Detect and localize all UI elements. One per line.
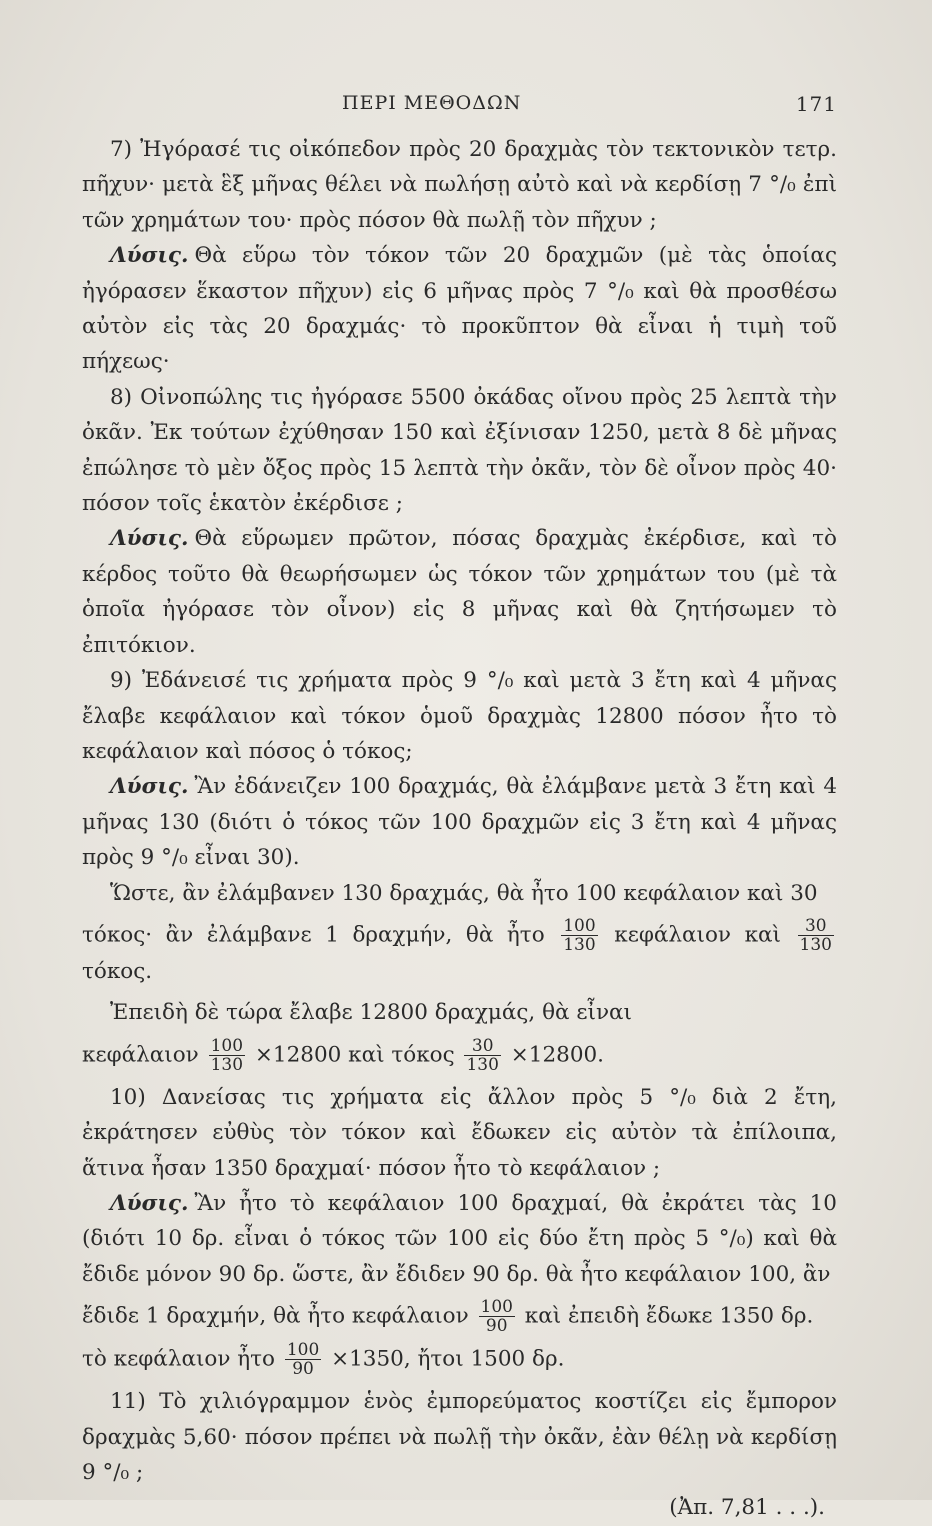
fraction (798, 917, 834, 954)
fraction (464, 1037, 500, 1074)
page-number: 171 (795, 92, 837, 116)
text-segment: τὸ κεφάλαιον ἦτο (82, 1346, 275, 1372)
solution-label: Λύσις. (110, 1190, 189, 1216)
text-segment: ×12800. (510, 1042, 605, 1068)
problem-10-text: 10) Δανείσας τις χρήματα εἰς ἄλλον πρὸς 5 °/₀ διὰ 2 ἔτη, ἐκράτησεν εὐθὺς τὸν τόκον καὶ ἔδωκεν εἰς αὐτὸν τὰ ἐπίλοιπα, ἅτινα ἦσαν 1350 δραχμαί· πόσον ἦτο τὸ κεφάλαιον ; (82, 1084, 837, 1181)
problem-9-solution (82, 769, 837, 875)
fraction (479, 1298, 515, 1335)
fraction (209, 1037, 245, 1074)
text-segment: κεφάλαιον καὶ (614, 922, 781, 948)
problem-9-line: Ὥστε, ἂν ἐλάμβανεν 130 δραχμάς, θὰ ἦτο 100 κεφάλαιον καὶ 30 (110, 880, 818, 906)
solution-label: Λύσις. (110, 774, 189, 800)
fraction-numerator: 100 (210, 1035, 244, 1056)
problem-10-formula (82, 1341, 837, 1378)
text-segment: ἔδιδε 1 δραχμήν, θὰ ἦτο κεφάλαιον (82, 1303, 469, 1329)
fraction-numerator: 100 (563, 915, 596, 936)
fraction-denominator: 130 (466, 1054, 499, 1075)
fraction (285, 1341, 321, 1378)
text-segment: ×1350, ἤτοι 1500 δρ. (331, 1346, 565, 1372)
fraction-denominator: 130 (799, 934, 832, 955)
fraction-numerator: 30 (464, 1037, 500, 1056)
problem-9-fraction-line (82, 917, 837, 989)
problem-7-text: 7) Ἠγόρασέ τις οἰκόπεδον πρὸς 20 δραχμὰς τὸν τεκτονικὸν τετρ. πῆχυν· μετὰ ἓξ μῆνας θέλει νὰ πωλήσῃ αὐτὸ καὶ νὰ κερδίσῃ 7 °/₀ ἐπὶ τῶν χρημάτων του· πρὸς πόσον θὰ πωλῇ τὸν πῆχυν ; (82, 137, 837, 233)
page-body (82, 132, 837, 1526)
problem-8-solution (82, 521, 837, 663)
fraction-numerator: 100 (480, 1297, 513, 1318)
problem-7-solution (82, 238, 837, 380)
problem-10-fraction-line (82, 1298, 837, 1335)
text-segment: ×12800 καὶ τόκος (254, 1042, 455, 1068)
problem-11-text: 11) Τὸ χιλιόγραμμον ἑνὸς ἐμπορεύματος κοστίζει εἰς ἔμπορον δραχμὰς 5,60· πόσον πρέπει νὰ πωλῇ τὴν ὀκᾶν, ἐὰν θέλῃ νὰ κερδίσῃ 9 °/₀ ; (82, 1389, 837, 1485)
page-header (82, 78, 837, 118)
text-segment: τόκος· ἂν ἐλάμβανε 1 δραχμήν, θὰ ἦτο (82, 922, 545, 948)
solution-label: Λύσις. (110, 526, 189, 552)
text-segment: καὶ ἐπειδὴ ἔδωκε 1350 δρ. (524, 1303, 814, 1329)
fraction-denominator: 130 (563, 934, 596, 955)
solution-text: Θὰ εὕρω τὸν τόκον τῶν 20 δραχμῶν (μὲ τὰς ὁποίας ἠγόρασεν ἕκαστον πῆχυν) εἰς 6 μῆνας πρὸς 7 °/₀ καὶ θὰ προσθέσω αὐτὸν εἰς τὰς 20 δραχμάς· τὸ προκῦπτον θὰ εἶναι ἡ τιμὴ τοῦ πήχεως· (82, 243, 837, 375)
fraction-numerator: 100 (286, 1340, 320, 1361)
solution-text: Θὰ εὕρωμεν πρῶτον, πόσας δραχμὰς ἐκέρδισε, καὶ τὸ κέρδος τοῦτο θὰ θεωρήσωμεν ὡς τόκον τῶν χρημάτων του (μὲ τὰ ὁποῖα ἠγόρασε τὸν οἶνον) εἰς 8 μῆνας καὶ θὰ ζητήσωμεν τὸ ἐπιτόκιον. (82, 526, 837, 658)
fraction (561, 917, 597, 954)
problem-9-text: 9) Ἐδάνεισέ τις χρήματα πρὸς 9 °/₀ καὶ μετὰ 3 ἔτη καὶ 4 μῆνας ἔλαβε κεφάλαιον καὶ τόκον ὁμοῦ δραχμὰς 12800 πόσον ἦτο τὸ κεφάλαιον καὶ πόσος ὁ τόκος; (82, 668, 837, 764)
problem-9-formula (82, 1037, 837, 1074)
fraction-numerator: 30 (798, 917, 834, 936)
running-title: ΠΕΡΙ ΜΕΘΟΔΩΝ (342, 92, 522, 114)
solution-label: Λύσις. (110, 243, 189, 269)
solution-text: Ἂν ἦτο τὸ κεφάλαιον 100 δραχμαί, θὰ ἐκράτει τὰς 10 (διότι 10 δρ. εἶναι ὁ τόκος τῶν 100 εἰς δύο ἔτη πρὸς 5 °/₀) καὶ θὰ ἔδιδε μόνον 90 δρ. ὥστε, ἂν ἔδιδεν 90 δρ. θὰ ἦτο κεφάλαιον 100, ἂν (82, 1190, 837, 1287)
text-segment: τόκος. (82, 958, 153, 984)
problem-11-answer: (Ἀπ. 7,81 . . .). (669, 1495, 825, 1521)
fraction-denominator: 90 (485, 1316, 508, 1337)
problem-8-text: 8) Οἰνοπώλης τις ἠγόρασε 5500 ὀκάδας οἴνου πρὸς 25 λεπτὰ τὴν ὀκᾶν. Ἐκ τούτων ἐχύθησαν 150 καὶ ἐξίνισαν 1250, μετὰ 8 δὲ μῆνας ἐπώλησε τὸ μὲν ὄξος πρὸς 15 λεπτὰ τὴν ὀκᾶν, τὸν δὲ οἶνον πρὸς 40· πόσον τοῖς ἑκατὸν ἐκέρδισε ; (82, 384, 837, 517)
solution-text: Ἂν ἐδάνειζεν 100 δραχμάς, θὰ ἐλάμβανε μετὰ 3 ἔτη καὶ 4 μῆνας 130 (διότι ὁ τόκος τῶν 100 δραχμῶν εἰς 3 ἔτη καὶ 4 μῆνας πρὸς 9 °/₀ εἶναι 30). (82, 774, 837, 871)
problem-10-solution (82, 1186, 837, 1292)
fraction-denominator: 130 (210, 1054, 244, 1075)
fraction-denominator: 90 (292, 1359, 314, 1380)
text-segment: κεφάλαιον (82, 1042, 199, 1068)
problem-9-line: Ἐπειδὴ δὲ τώρα ἔλαβε 12800 δραχμάς, θὰ εἶναι (110, 1000, 632, 1026)
